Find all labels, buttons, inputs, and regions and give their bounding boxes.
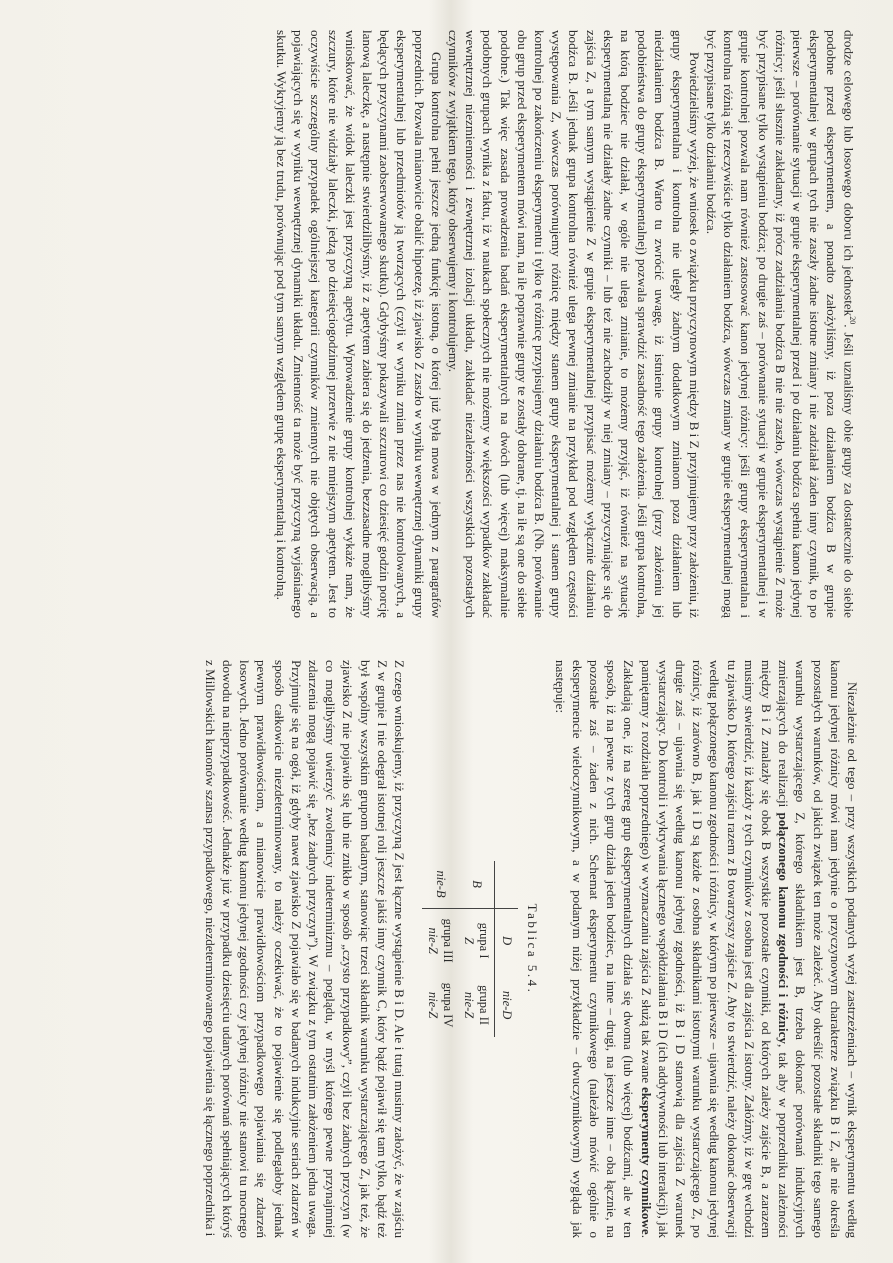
table-cell: grupa III nie-Z [425, 918, 455, 963]
paragraph-5: Z czego wnioskujemy, iż przyczyną Z jest łączne wystąpienie B i D. Ale i tutaj musimy założyć, że w zajściu Z w grupie I nie odegrał istotnej roli jeszcze jakiś inny czynnik C, który bądź pojawił się tam tylko, bądź też był wspólny wszystkim grupom badanym, stanowiąc trzeci składnik warunku wystarczającego Z, jak też, że zjawisko Z nie pojawiło się lub nie znikło w sposób „czysto przypadkowy”, czyli bez żadnych przyczyn (w co moglibyśmy uwierzyć zwolennicy indeterminizmu – poglądu, w myśl którego pewne przynajmniej zdarzenia mogą pojawić się „bez żadnych przyczyn”). W związku z tym ostatnim założeniem jedna uwaga. Przyjmuje się na ogół, iż gdyby nawet zjawisko Z pojawiało się w badanych indukcyjnie seriach zdarzeń w sposób całkowicie niezdeterminowany, to należy oczekiwać, że to pojawienie się podlegałoby jednak pewnym prawidłowościom, a mianowicie prawidłowościom przypadkowego pojawiania się zdarzeń losowych. Jedno porównanie według kanonu jedynej zgodności czy jedynej różnicy nie stanowi tu mocnego dowodu na nieprzypadkowość. Jednakże już w przypadku dziesięciu udanych porównań spełniających któryś z Millowskich kanonów szansa przypadkowego, niezdeterminowanego pojawienia się łącznego poprzednika i [202, 660, 407, 1238]
bold-term-1: połączonego kanonu zgodności i różnicy [776, 812, 792, 1044]
table-cell: grupa I Z [461, 922, 491, 959]
table-row-header: nie-B [422, 861, 458, 909]
bold-term-2: eksperymenty czynnikowe [638, 1086, 654, 1235]
table-5-4 [422, 861, 518, 1038]
table-row-header: B [458, 861, 495, 909]
footnote-ref: 20 [848, 316, 857, 325]
paragraph-4: Niezależnie od tego – przy wszystkich podanych wyżej zastrzeżeniach – wynik eksperymentu według kanonu jedynej różnicy mówi nam jedynie o przyczynowym charakterze związku B i Z, ale nie określa pozostałych warunków, od jakich związek ten może zależeć. Aby określić pozostałe składniki tego samego warunku wystarczającego Z, którego składnikiem jest B, trzeba dokonać porównań indukcyjnych zmierzających do realizacji połączonego kanonu zgodności i różnicy, tak aby w poprzedniku zależności między B i Z znalazły się obok B wszystkie pozostałe czynniki, od których zależy zajście B, a zarazem musimy stwierdzić, iż każdy z tych czynników z osobna jest dla zajścia Z istotny. Załóżmy, iż w grę wchodzi tu zjawisko D, którego zajściu razem z B towarzyszy zajście Z. Aby to stwierdzić, należy dokonać obserwacji według połączonego kanonu zgodności i różnicy, w którym po pierwsze – ujawnia się według kanonu jedynej różnicy, iż zarówno B, jak i D są każde z osobna składnikami istotnymi warunku wystarczającego Z, po drugie zaś – ujawnia się według kanonu jedynej zgodności, iż B i D stanowią dla zajścia Z warunek wystarczający. Do kontroli i wykrywania łącznego współdziałania B i D (ich addytywności lub interakcji), jak pamiętamy z rozdziału poprzedniego) w wyznaczaniu zajścia Z służą tak zwane eksperymenty czynnikowe. Zakładają one, iż na szereg grup eksperymentalnych działa się dwoma (lub więcej) bodźcami, ale w ten sposób, iż na pewne z tych grup działa jeden bodziec, na inne – drugi, na jeszcze inne – oba łącznie, na pozostałe zaś – żaden z nich. Schemat eksperymentu czynnikowego (należało mówić ogólnie o eksperymencie wieloczynnikowym, a w podanym niżej przykładzie – dwuczynnikowym) wygląda jak następuje: [552, 660, 860, 1239]
table-cell: grupa II nie-Z [461, 985, 491, 1026]
table-col-header: nie-D [494, 973, 518, 1038]
table-row [458, 861, 495, 1038]
table-col-header: D [494, 908, 518, 973]
paragraph-1: drodze celowego lub losowego doboru ich jednostek$^{20}$. Jeśli uznaliśmy obie grupy za dostatecznie do siebie podobne przed eksperymentem, a ponadto założyliśmy, iż poza działaniem bodźca B w grupie eksperymentalnej w grupach tych nie zaszły żadne istotne zmiany i nie zadziałał żaden inny czynnik, to po pierwsze – porównanie sytuacji w grupie eksperymentalnej przed i po działaniu bodźca spełnia kanon jedynej różnicy; jeśli słusznie zakładamy, iż prócz zadziałania bodźca B nie nie zaszło, wówczas wystąpienie Z może być przypisane tylko wystąpieniu bodźca; po drugie zaś – porównanie sytuacji w grupie eksperymentalnej i w grupie kontrolnej pozwala nam również zastosować kanon jedynej różnicy: jeśli grupy eksperymentalna i kontrolna różnią się rzeczywiście tylko działaniem bodźca, wówczas zmiany w grupie eksperymentalnej mogą być przypisane tylko działaniu bodźca. [704, 30, 857, 618]
table-corner [494, 861, 518, 909]
table-cell: grupa IV nie-Z [425, 982, 455, 1028]
right-column [202, 660, 862, 1238]
paragraph-3: Grupa kontrolna pełni jeszcze jedną funkcję istotną, o której już była mowa w jednym z paragrafów poprzednich. Pozwala mianowicie obalić hipotezę, iż zjawisko Z zaszło w wyniku wewnętrznej dynamiki grupy eksperymentalnej lub przedmiotów ją tworzących (czyli w wyniku zmian przez nas nie kontrolowanych, a będących przyczynami zaobserwowanego skutku). Gdybyśmy pokazywali szczurowi co dziesięć godzin porcję lanową laleczkę, a następnie stwierdzilibyśmy, iż z apetytem zabiera się do jedzenia, bezzasadne moglibyśmy wnioskować, że widok laleczki jest przyczyną apetytu. Wprowadzenie grupy kontrolnej wykaże nam, że szczury, które nie widziały laleczki, jedzą po dziesięciogodzinnej przerwie z nie mniejszym apetytem. Jest to oczywiście szczególny przypadek ogólniejszej kategorii czynników zmiennych nie objętych obserwacją, a pojawiających się w wyniku wewnętrznej dynamiki układu. Zmienność ta może być przyczyną wyjaśnianego skutku. Wykryjemy ją bez trudu, porównując pod tym samym względem grupę eksperymentalną i kontrolną. [273, 30, 444, 618]
paragraph-2: Powiedzieliśmy wyżej, że wniosek o związku przyczynowym między B i Z przyjmujemy przy założeniu, iż grupy eksperymentalna i kontrolna nie uległy żadnym dodatkowym zmianom poza działaniem lub niedziałaniem bodźca B. Warto tu zwrócić uwagę, iż istnienie grupy kontrolnej (przy założeniu jej podobieństwa do grupy eksperymentalnej) pozwala sprawdzić zasadność tego założenia. Jeśli grupa kontrolna, na którą bodziec nie działał, w ogóle nie ulega zmianie, to możemy przyjąć, iż również na sytuację eksperymentalną nie działały żadne czynniki – lub też nie zachodziły w niej zmiany – przyczyniające się do zajścia Z, a tym samym wystąpienie Z w grupie eksperymentalnej przypisać możemy wyłącznie działaniu bodźca B. Jeśli jednak grupa kontrolna również ulega pewnej zmianie na przykład pod względem częstości występowania Z, wówczas porównujemy różnicę między stanem grupy eksperymentalnej i stanem grupy kontrolnej po zakończeniu eksperymentu i tylko tę różnicę przypisujemy działaniu bodźca B. (Nb. porównanie obu grup przed eksperymentem mówi nam, na ile poprawnie grupy te zostały dobrane, tj. na ile są one do siebie podobne.) Tak więc zasada prowadzenia badań eksperymentalnych na dwóch (lub więcej) maksymalnie podobnych grupach wynika z faktu, iż w naukach społecznych nie możemy w większości wypadków zakładać wewnętrznej niezmienności i zewnętrznej izolacji układu, zakładać niezależności wszystkich pozostałych czynników z wyjątkiem tego, który obserwujemy i kontrolujemy. [445, 30, 702, 618]
table-caption: Tablica 5.4. [525, 903, 541, 995]
table-header-row [494, 861, 518, 1038]
table-row [422, 861, 458, 1038]
left-column [273, 30, 861, 618]
